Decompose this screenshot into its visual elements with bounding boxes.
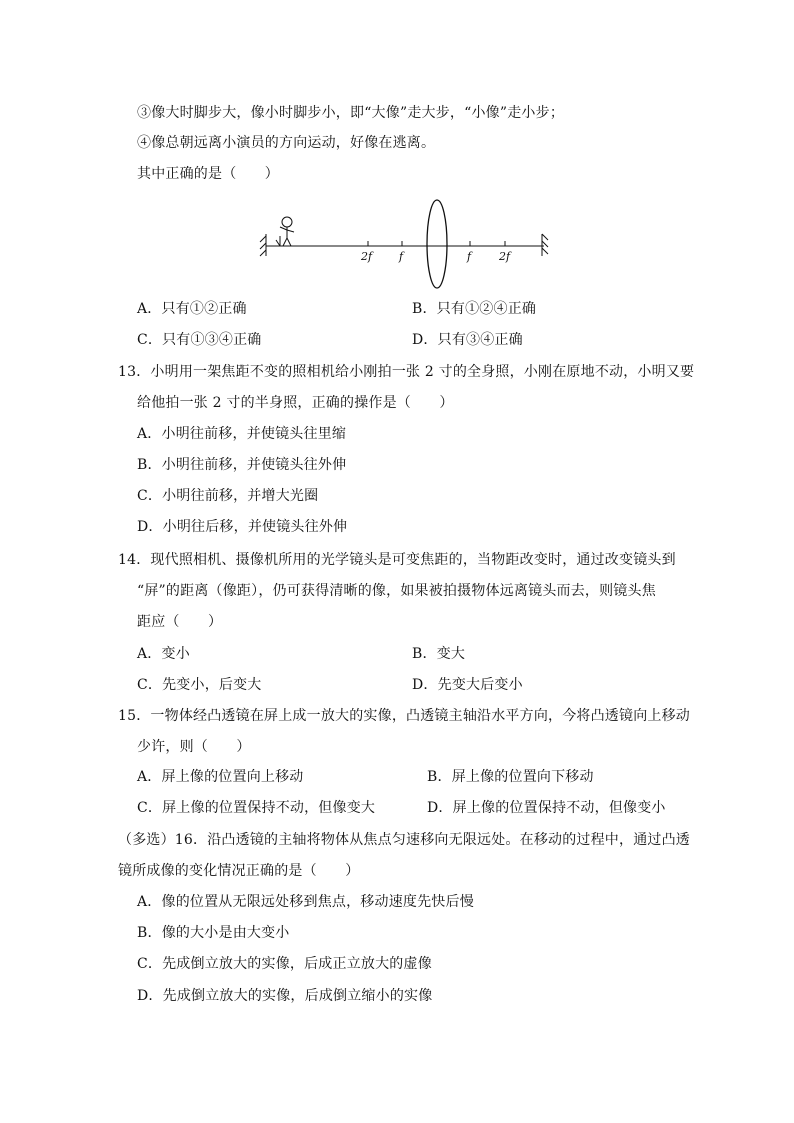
- q16-option-b: B．像的大小是由大变小: [137, 925, 290, 941]
- q15-stem-line1: 15．一物体经凸透镜在屏上成一放大的实像，凸透镜主轴沿水平方向，今将凸透镜向上移动: [118, 708, 691, 724]
- q13-stem-line1: 13．小明用一架焦距不变的照相机给小刚拍一张 2 寸的全身照，小刚在原地不动，小明又要: [118, 364, 695, 380]
- performer-icon: [276, 217, 294, 246]
- convex-lens: [427, 200, 447, 288]
- q15-option-c: C．屏上像的位置保持不动，但像变大: [137, 800, 376, 816]
- q15-stem-line2: 少许，则（ ）: [137, 739, 251, 755]
- q14-stem-line3: 距应（ ）: [137, 614, 223, 630]
- q14-option-a: A．变小: [137, 646, 190, 662]
- label-left-f: f: [399, 250, 404, 263]
- option-d: D．只有③④正确: [412, 332, 523, 348]
- label-right-f: f: [467, 250, 472, 263]
- q14-stem-line2: “屏”的距离（像距），仍可获得清晰的像，如果被拍摄物体远离镜头而去，则镜头焦: [137, 583, 656, 599]
- q14-option-b: B．变大: [412, 646, 466, 662]
- q13-stem-line2: 给他拍一张 2 寸的半身照，正确的操作是（ ）: [137, 395, 454, 411]
- q16-stem-line2: 镜所成像的变化情况正确的是（ ）: [118, 863, 360, 879]
- q13-option-b: B．小明往前移，并使镜头往外伸: [137, 457, 347, 473]
- label-right-2f: 2f: [499, 250, 511, 263]
- q16-option-a: A．像的位置从无限远处移到焦点，移动速度先快后慢: [137, 894, 474, 910]
- option-a: A．只有①②正确: [137, 301, 247, 317]
- q14-stem-line1: 14．现代照相机、摄像机所用的光学镜头是可变焦距的，当物距改变时，通过改变镜头到: [118, 552, 676, 568]
- q16-option-c: C．先成倒立放大的实像，后成正立放大的虚像: [137, 956, 432, 972]
- right-wall: [542, 234, 548, 256]
- label-left-2f: 2f: [361, 250, 373, 263]
- lens-diagram: [258, 194, 552, 292]
- question-prompt: 其中正确的是（ ）: [137, 166, 279, 182]
- statement-3: ③像大时脚步大，像小时脚步小，即“大像”走大步，“小像”走小步；: [137, 105, 565, 121]
- q13-option-a: A．小明往前移，并使镜头往里缩: [137, 426, 347, 442]
- q15-option-a: A．屏上像的位置向上移动: [137, 769, 304, 785]
- q16-stem-line1: （多选）16．沿凸透镜的主轴将物体从焦点匀速移向无限远处。在移动的过程中，通过凸透: [118, 832, 691, 848]
- statement-4: ④像总朝远离小演员的方向运动，好像在逃离。: [137, 135, 436, 151]
- q14-option-c: C．先变小，后变大: [137, 677, 262, 693]
- option-c: C．只有①③④正确: [137, 332, 262, 348]
- q16-option-d: D．先成倒立放大的实像，后成倒立缩小的实像: [137, 988, 433, 1004]
- q15-option-b: B．屏上像的位置向下移动: [427, 769, 594, 785]
- q13-option-c: C．小明往前移，并增大光圈: [137, 488, 319, 504]
- option-b: B．只有①②④正确: [412, 301, 537, 317]
- q13-option-d: D．小明往后移，并使镜头往外伸: [137, 519, 348, 535]
- q15-option-d: D．屏上像的位置保持不动，但像变小: [427, 800, 666, 816]
- q14-option-d: D．先变大后变小: [412, 677, 523, 693]
- left-wall: [260, 234, 266, 256]
